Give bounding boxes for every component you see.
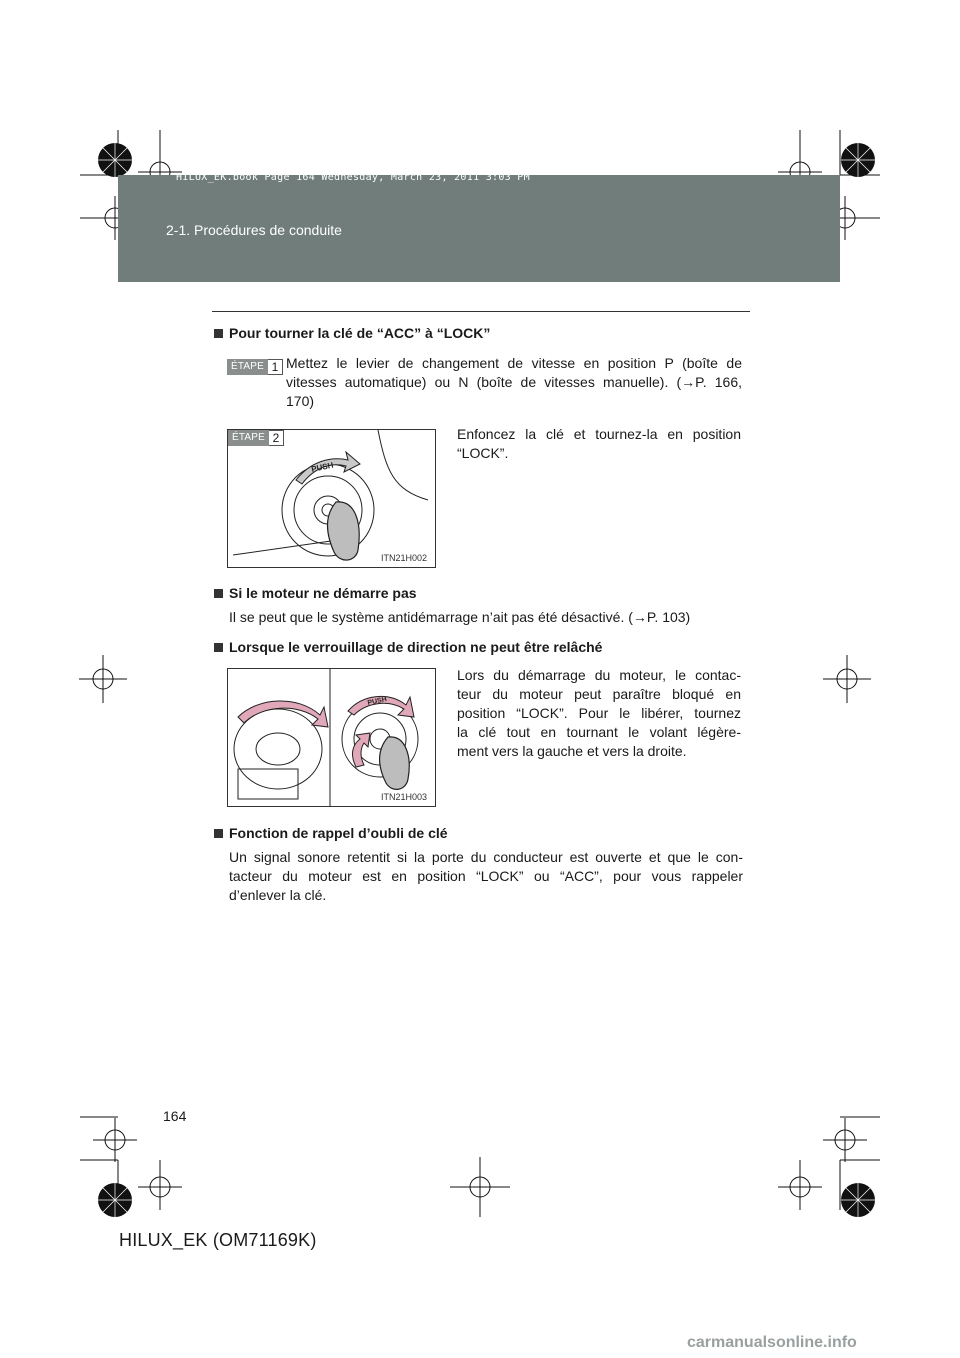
step-1-badge: ÉTAPE 1	[227, 359, 283, 375]
heading-acc-lock: Pour tourner la clé de “ACC” à “LOCK”	[214, 325, 490, 341]
figure-steering-wheel: PUSH ITN21H003	[227, 668, 436, 807]
divider	[212, 311, 750, 312]
ignition-illustration	[228, 430, 435, 567]
section-title: 2-1. Procédures de conduite	[166, 222, 342, 238]
page-number: 164	[163, 1108, 187, 1124]
heading-no-start: Si le moteur ne démarre pas	[214, 585, 417, 601]
heading-steering-lock: Lorsque le verrouillage de direction ne peut être relâché	[214, 639, 602, 655]
bullet-square-icon	[214, 589, 223, 598]
svg-text:PUSH: PUSH	[310, 460, 335, 474]
bullet-square-icon	[214, 643, 223, 652]
heading-key-reminder: Fonction de rappel d’oubli de clé	[214, 825, 448, 841]
step-2-badge: ÉTAPE 2	[228, 430, 284, 446]
steering-lock-text: Lors du démarrage du moteur, le contac- teur du moteur peut paraître bloqué en position “LOCK”. Pour le libérer, tournez la clé tout en tournant le volant légère- ment vers la gauche et vers la droite.	[457, 667, 741, 759]
watermark: carmanualsonline.info	[687, 1334, 857, 1351]
steering-illustration	[228, 669, 435, 806]
no-start-text: Il se peut que le système antidémarrage n’ait pas été désactivé. (→P. 103)	[229, 609, 691, 625]
step-2-text: Enfoncez la clé et tournez-la en position “LOCK”.	[457, 426, 741, 461]
bullet-square-icon	[214, 829, 223, 838]
svg-text:PUSH: PUSH	[366, 696, 388, 707]
document-id: HILUX_EK (OM71169K)	[119, 1230, 317, 1250]
bullet-square-icon	[214, 329, 223, 338]
key-reminder-text: Un signal sonore retentit si la porte du conducteur est ouverte et que le con- tacteur du moteur est en position “LOCK” ou “ACC”, pour vous rappeler d’enlever la clé.	[229, 849, 743, 903]
step-1-text: Mettez le levier de changement de vitesse en position P (boîte de vitesses automatique) ou N (boîte de vitesses manuelle). (→P. 166, 170)	[286, 355, 742, 409]
book-stamp: HILUX_EK.book Page 164 Wednesday, March 23, 2011 3:03 PM	[176, 172, 530, 183]
figure-ignition-key: ÉTAPE 2 PUSH ITN21H002	[227, 429, 436, 568]
